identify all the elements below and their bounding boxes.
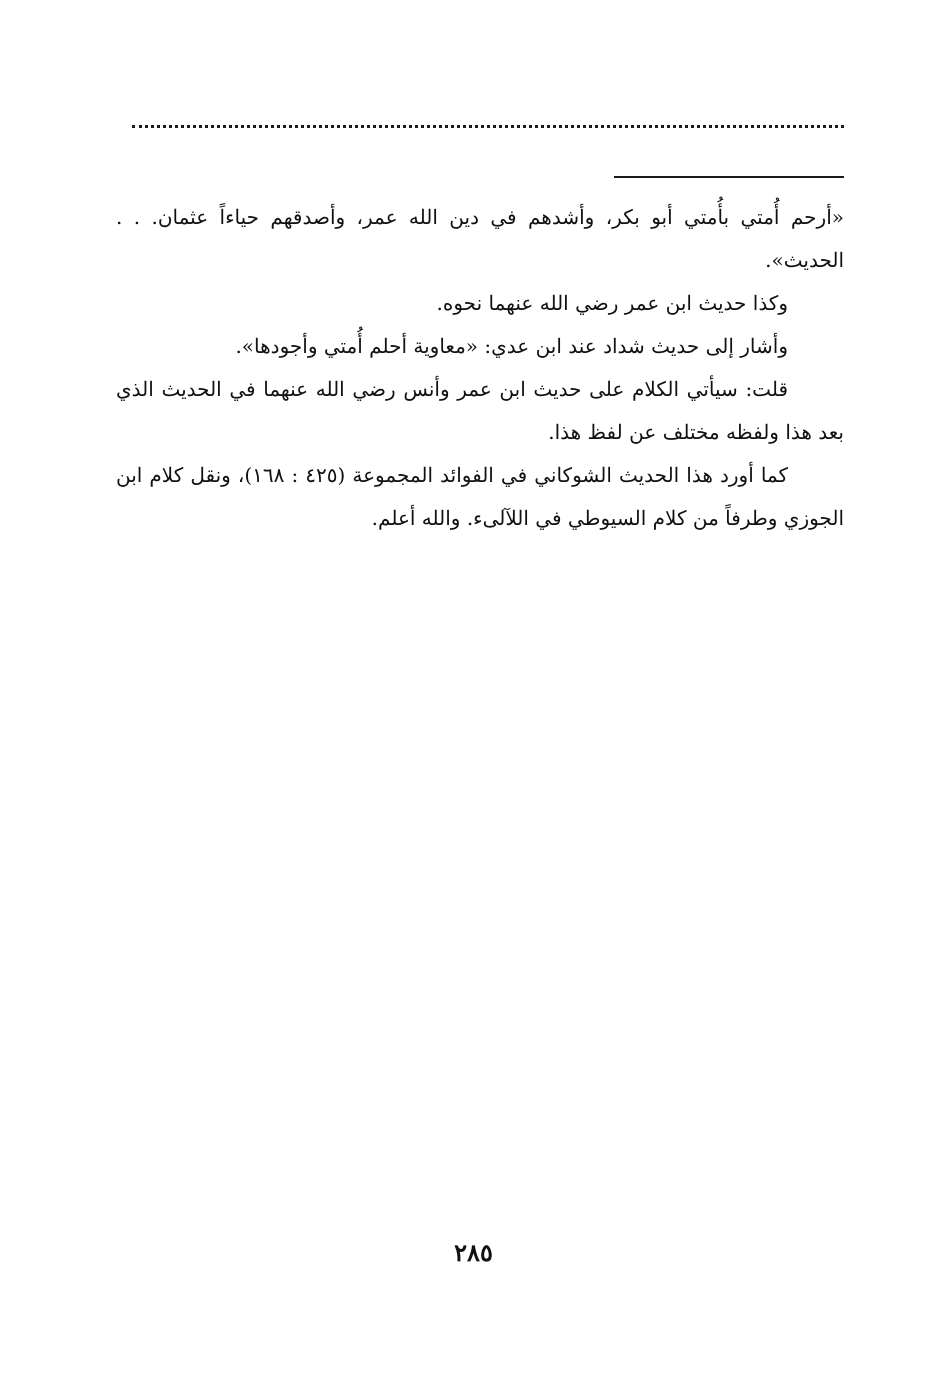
paragraph-ibn-umar: وكذا حديث ابن عمر رضي الله عنهما نحوه. <box>436 291 788 315</box>
body-text <box>116 196 844 540</box>
footnote-separator-line <box>614 176 844 178</box>
paragraph-shaddad: وأشار إلى حديث شداد عند ابن عدي: «معاوية أحلم أُمتي وأجودها». <box>235 334 788 358</box>
paragraph-hadith-quote: «أرحم أُمتي بأُمتي أبو بكر، وأشدهم في دين الله عمر، وأصدقهم حياءاً عثمان. . . الحديث». <box>116 205 844 272</box>
dotted-separator <box>132 125 844 128</box>
paragraph-shawkani: كما أورد هذا الحديث الشوكاني في الفوائد المجموعة (٤٢٥ : ١٦٨)، ونقل كلام ابن الجوزي وطرفاً من كلام السيوطي في اللآلىء. والله أعلم. <box>116 463 844 530</box>
paragraph-qultu: قلت: سيأتي الكلام على حديث ابن عمر وأنس رضي الله عنهما في الحديث الذي بعد هذا ولفظه مختلف عن لفظ هذا. <box>116 377 844 444</box>
page-number: ٢٨٥ <box>454 1238 493 1267</box>
